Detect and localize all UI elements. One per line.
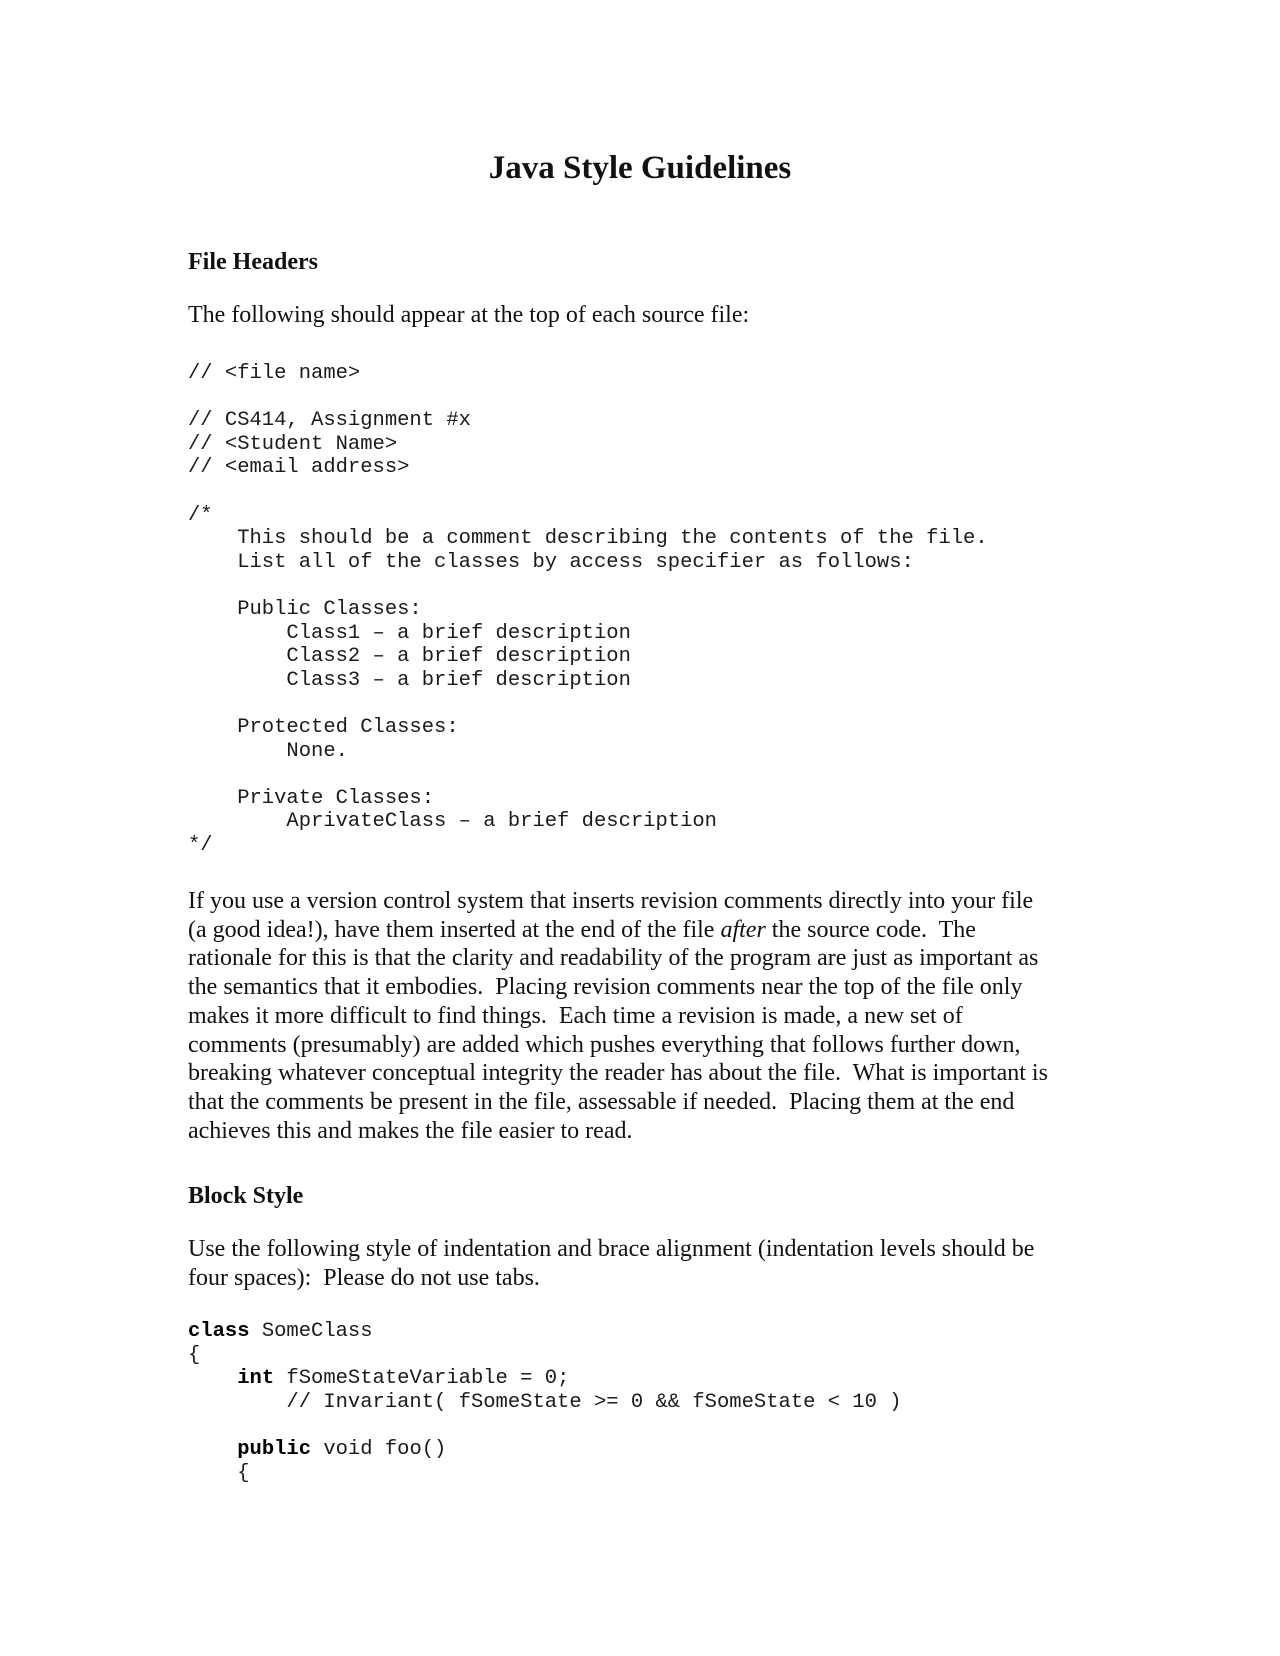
paragraph-line: makes it more difficult to find things. Each time a revision is made, a new set of (188, 1002, 963, 1029)
code-line (188, 1367, 902, 1391)
code-line: // Invariant( fSomeState >= 0 && fSomeState < 10 ) (188, 1390, 902, 1414)
code-line (188, 763, 988, 787)
paragraph-text: the source code. The (765, 916, 976, 943)
paragraph-text: (a good idea!), have them inserted at the end of the file (188, 916, 721, 943)
paragraph-line: Use the following style of indentation and brace alignment (indentation levels should be (188, 1236, 1035, 1262)
code-line (188, 1414, 902, 1438)
code-line: Protected Classes: (188, 715, 459, 739)
code-keyword: class (188, 1320, 250, 1343)
code-line (188, 574, 988, 598)
code-line (188, 692, 988, 716)
code-line: None. (188, 739, 348, 763)
paragraph-line: breaking whatever conceptual integrity the reader has about the file. What is important is (188, 1060, 1048, 1087)
block-style-code-block (188, 1320, 902, 1485)
block-style-intro (188, 1235, 1088, 1292)
code-line: { (188, 1343, 201, 1367)
paragraph-line (188, 916, 1088, 945)
code-line (188, 480, 988, 504)
code-line: Class1 – a brief description (188, 621, 631, 645)
paragraph-line: four spaces): Please do not use tabs. (188, 1264, 540, 1291)
code-line (188, 1320, 902, 1344)
code-line: */ (188, 833, 213, 857)
code-line: // <email address> (188, 456, 410, 480)
code-line: Public Classes: (188, 597, 422, 621)
code-line (188, 1438, 902, 1462)
code-line: This should be a comment describing the contents of the file. (188, 527, 988, 551)
file-headers-intro-text: The following should appear at the top of each source file: (188, 302, 750, 328)
code-indent (188, 1367, 237, 1390)
paragraph-line: comments (presumably) are added which pushes everything that follows further down, (188, 1031, 1021, 1058)
page-title: Java Style Guidelines (488, 150, 792, 186)
paragraph-line: If you use a version control system that inserts revision comments directly into your file (188, 888, 1034, 914)
code-line: // <Student Name> (188, 432, 398, 456)
code-text: SomeClass (249, 1320, 373, 1343)
code-text: void foo() (311, 1437, 447, 1461)
code-line: Class2 – a brief description (188, 645, 631, 669)
paragraph-line: the semantics that it embodies. Placing revision comments near the top of the file only (188, 974, 1023, 1001)
section-heading-block-style: Block Style (188, 1183, 304, 1209)
revision-comments-paragraph (188, 887, 1088, 1145)
paragraph-line: achieves this and makes the file easier to read. (188, 1117, 633, 1144)
code-line: // <file name> (188, 362, 361, 385)
code-keyword: public (237, 1437, 312, 1461)
code-line (188, 386, 988, 410)
file-headers-intro (188, 301, 1088, 330)
code-line: { (188, 1461, 250, 1485)
code-line: List all of the classes by access specifier as follows: (188, 550, 914, 574)
code-line: Class3 – a brief description (188, 668, 631, 692)
code-line: /* (188, 503, 213, 527)
paragraph-line: rationale for this is that the clarity and readability of the program are just as important as (188, 945, 1039, 972)
paragraph-line: that the comments be present in the file, assessable if needed. Placing them at the end (188, 1088, 1015, 1115)
emphasis-text: after (720, 916, 766, 943)
section-heading-file-headers: File Headers (188, 249, 318, 275)
code-line: AprivateClass – a brief description (188, 810, 717, 834)
code-text: fSomeStateVariable = 0; (274, 1367, 570, 1391)
code-line: // CS414, Assignment #x (188, 409, 471, 433)
code-indent (188, 1438, 237, 1461)
code-keyword: int (237, 1367, 275, 1391)
code-line: Private Classes: (188, 786, 435, 810)
file-header-code-block (188, 362, 988, 857)
